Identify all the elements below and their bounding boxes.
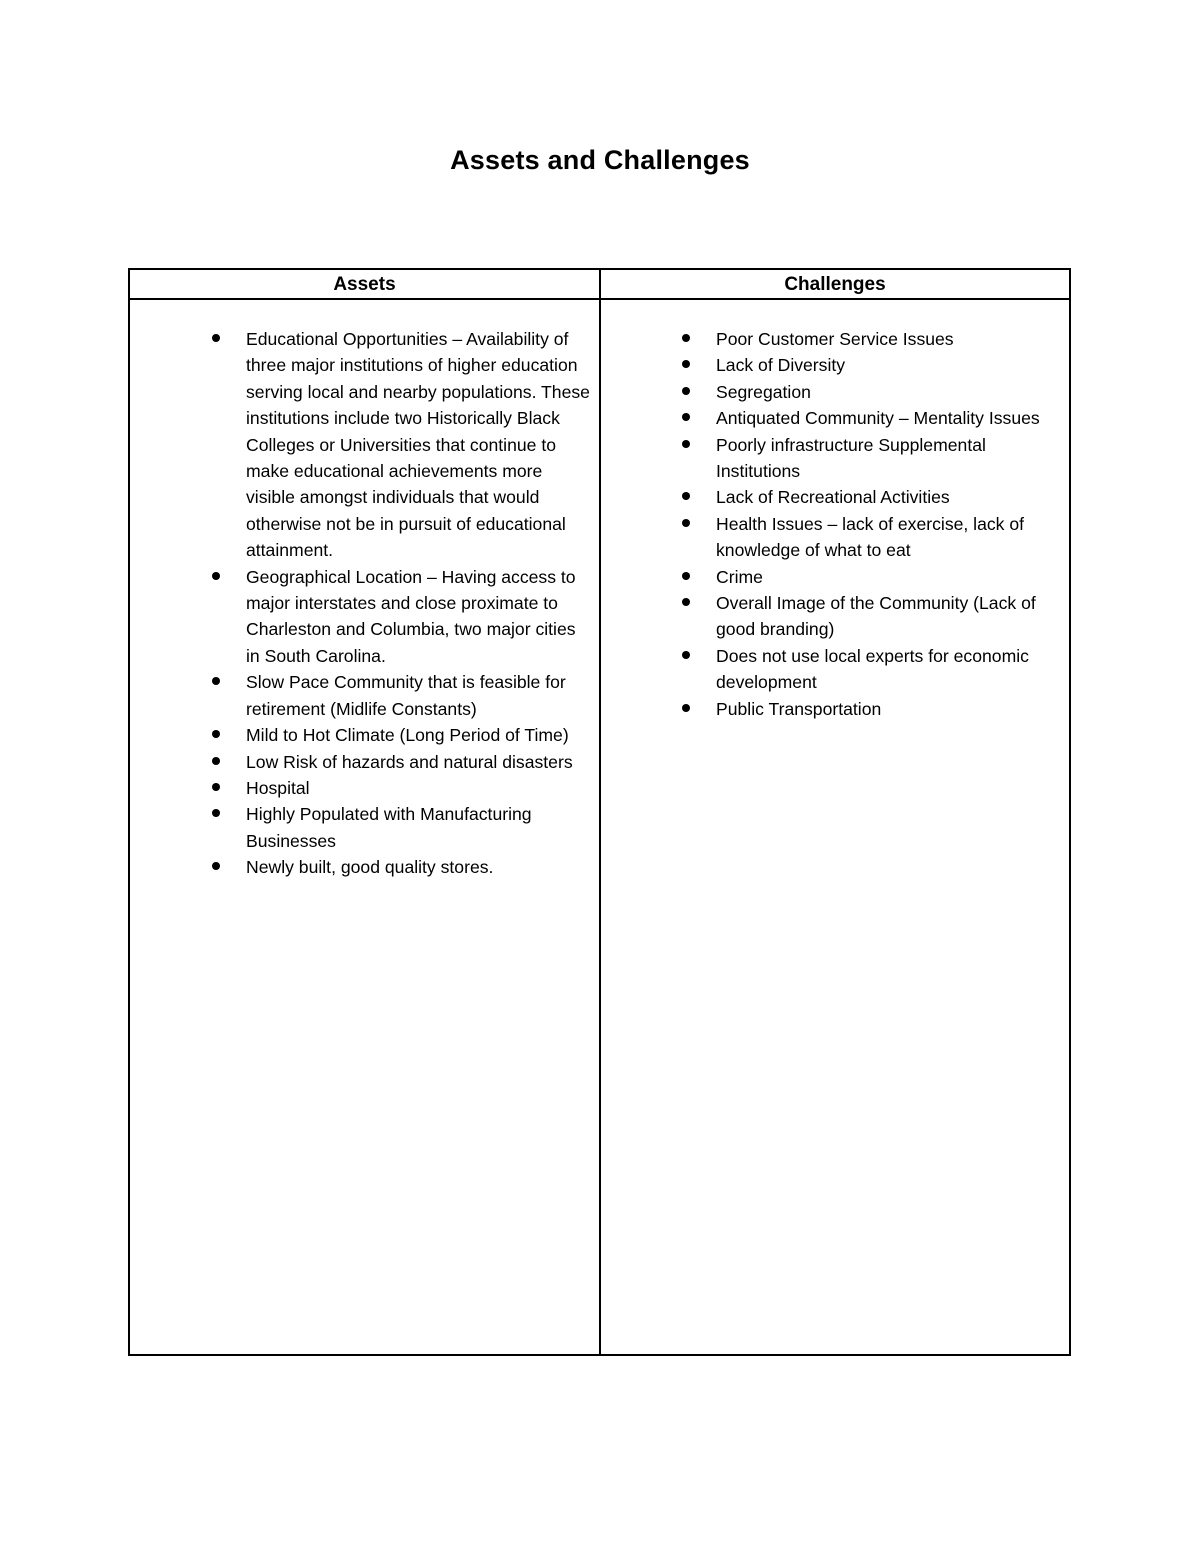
assets-item-text: Highly Populated with Manufacturing Businesses — [246, 804, 532, 851]
challenges-item-text: Poor Customer Service Issues — [716, 329, 954, 349]
bullet-icon — [682, 440, 690, 448]
assets-column-header: Assets — [333, 274, 396, 295]
challenges-item-text: Overall Image of the Community (Lack of good branding) — [716, 593, 1036, 640]
bullet-icon — [682, 387, 690, 395]
challenges-list-item — [716, 326, 1061, 352]
bullet-icon — [682, 519, 690, 527]
bullet-icon — [682, 334, 690, 342]
assets-list-item — [246, 326, 592, 564]
assets-list — [246, 326, 592, 881]
bullet-icon — [682, 572, 690, 580]
assets-item-text: Geographical Location – Having access to major interstates and close proximate to Charleston and Columbia, two major cities in South Carolina. — [246, 566, 576, 666]
page-title: Assets and Challenges — [450, 145, 750, 175]
assets-list-item — [246, 749, 592, 775]
assets-list-item — [246, 854, 592, 880]
challenges-list-item — [716, 564, 1061, 590]
bullet-icon — [682, 598, 690, 606]
challenges-list-item — [716, 484, 1061, 510]
assets-item-text: Hospital — [246, 777, 310, 798]
assets-list-item — [246, 564, 592, 670]
challenges-list-item — [716, 405, 1061, 431]
challenges-column-header: Challenges — [784, 274, 886, 295]
assets-list-item — [246, 801, 592, 854]
challenges-item-text: Antiquated Community – Mentality Issues — [716, 408, 1040, 429]
assets-list-item — [246, 775, 592, 801]
assets-item-text: Low Risk of hazards and natural disasters — [246, 751, 573, 772]
challenges-list-item — [716, 696, 1061, 722]
challenges-item-text: Crime — [716, 566, 763, 587]
assets-item-text: Slow Pace Community that is feasible for retirement (Midlife Constants) — [246, 672, 566, 719]
challenges-list-item — [716, 379, 1061, 405]
bullet-icon — [212, 334, 220, 342]
bullet-icon — [682, 651, 690, 659]
assets-list-item — [246, 669, 592, 722]
bullet-icon — [682, 704, 690, 712]
bullet-icon — [212, 783, 220, 791]
bullet-icon — [212, 572, 220, 580]
challenges-list — [716, 326, 1061, 722]
challenges-item-text: Health Issues – lack of exercise, lack of knowledge of what to eat — [716, 513, 1025, 561]
challenges-list-item — [716, 432, 1061, 485]
column-divider — [599, 270, 601, 1354]
bullet-icon — [212, 757, 220, 765]
challenges-item-text: Segregation — [716, 381, 811, 402]
assets-item-text: Newly built, good quality stores. — [246, 857, 494, 878]
assets-item-text: Educational Opportunities – Availability of three major institutions of higher education serving local and nearby populations. These institutions include two Historically Black Colleges or Universities that continue to make educational achievements more visible amongst individuals that would otherwise not be in pursuit of educational attainment. — [246, 329, 590, 561]
challenges-item-text: Lack of Diversity — [716, 355, 846, 376]
challenges-list-item — [716, 511, 1061, 564]
challenges-list-item — [716, 590, 1061, 643]
challenges-item-text: Public Transportation — [716, 698, 882, 719]
challenges-list-item — [716, 643, 1061, 696]
assets-item-text: Mild to Hot Climate (Long Period of Time) — [246, 725, 569, 746]
challenges-list-item — [716, 352, 1061, 378]
challenges-item-text: Does not use local experts for economic development — [716, 645, 1029, 693]
challenges-item-text: Lack of Recreational Activities — [716, 487, 950, 508]
challenges-item-text: Poorly infrastructure Supplemental Institutions — [716, 434, 986, 482]
assets-list-item — [246, 722, 592, 748]
